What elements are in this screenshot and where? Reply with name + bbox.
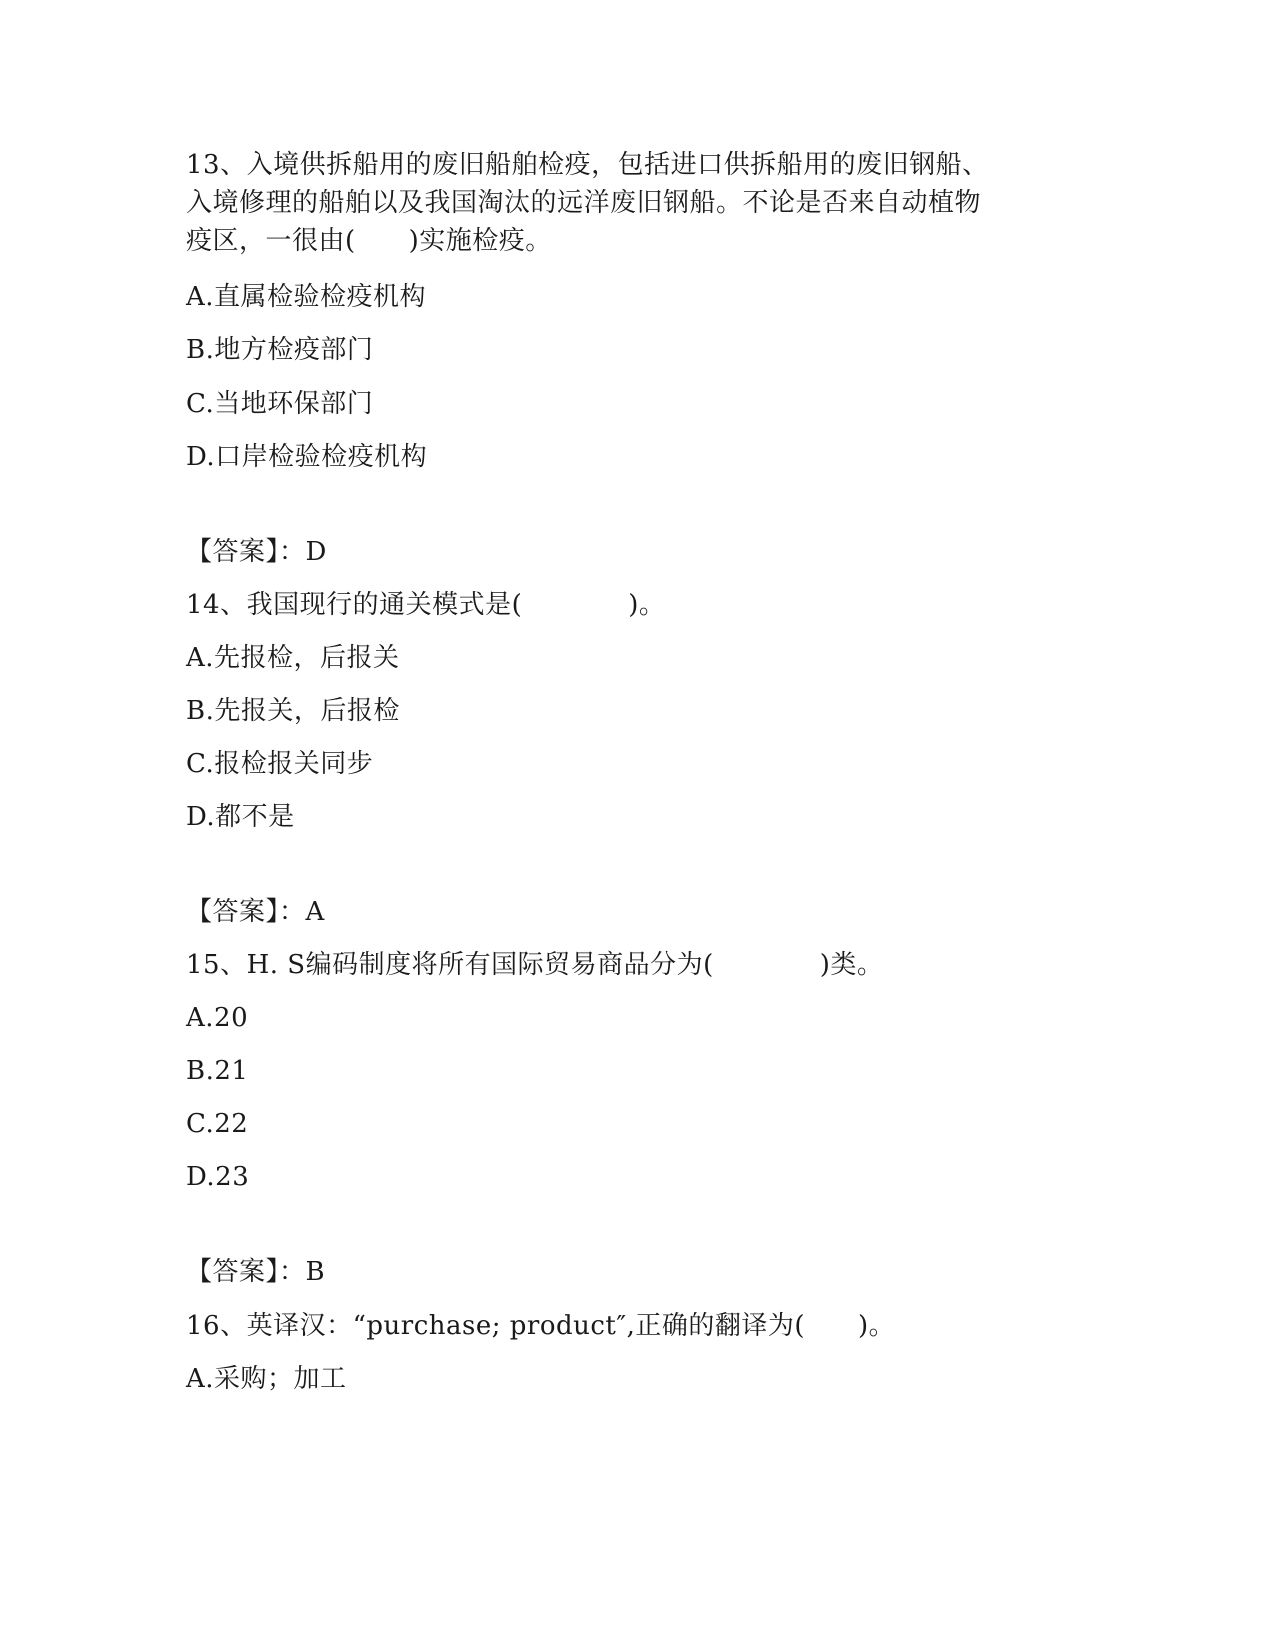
question-16-option-a: A.采购；加工	[186, 1364, 347, 1394]
question-13-stem-line-1: 13、入境供拆船用的废旧船舶检疫，包括进口供拆船用的废旧钢船、	[186, 150, 989, 180]
question-15-option-b: B.21	[186, 1056, 249, 1086]
question-14-option-b: B.先报关，后报检	[186, 696, 400, 726]
question-13-answer: 【答案】：D	[186, 537, 327, 567]
question-15-answer: 【答案】：B	[186, 1257, 326, 1287]
question-13-option-d: D.口岸检验检疫机构	[186, 442, 428, 472]
question-14-option-d: D.都不是	[186, 802, 295, 832]
question-13-option-c: C.当地环保部门	[186, 389, 374, 419]
question-16-stem: 16、英译汉：“purchase; product″,正确的翻译为( )。	[186, 1311, 896, 1341]
question-15-stem: 15、H. S编码制度将所有国际贸易商品分为( )类。	[186, 950, 884, 980]
question-13-stem-line-3: 疫区，一很由( )实施检疫。	[186, 226, 552, 256]
question-14-answer: 【答案】：A	[186, 897, 325, 927]
question-13-stem-line-2: 入境修理的船舶以及我国淘汰的远洋废旧钢船。不论是否来自动植物	[186, 188, 982, 218]
question-15-option-c: C.22	[186, 1109, 249, 1139]
question-14-stem: 14、我国现行的通关模式是( )。	[186, 590, 666, 620]
question-14-option-c: C.报检报关同步	[186, 749, 374, 779]
question-13-option-a: A.直属检验检疫机构	[186, 282, 427, 312]
question-14-option-a: A.先报检，后报关	[186, 643, 400, 673]
question-15-option-a: A.20	[186, 1003, 249, 1033]
question-13-option-b: B.地方检疫部门	[186, 335, 374, 365]
question-15-option-d: D.23	[186, 1162, 250, 1192]
